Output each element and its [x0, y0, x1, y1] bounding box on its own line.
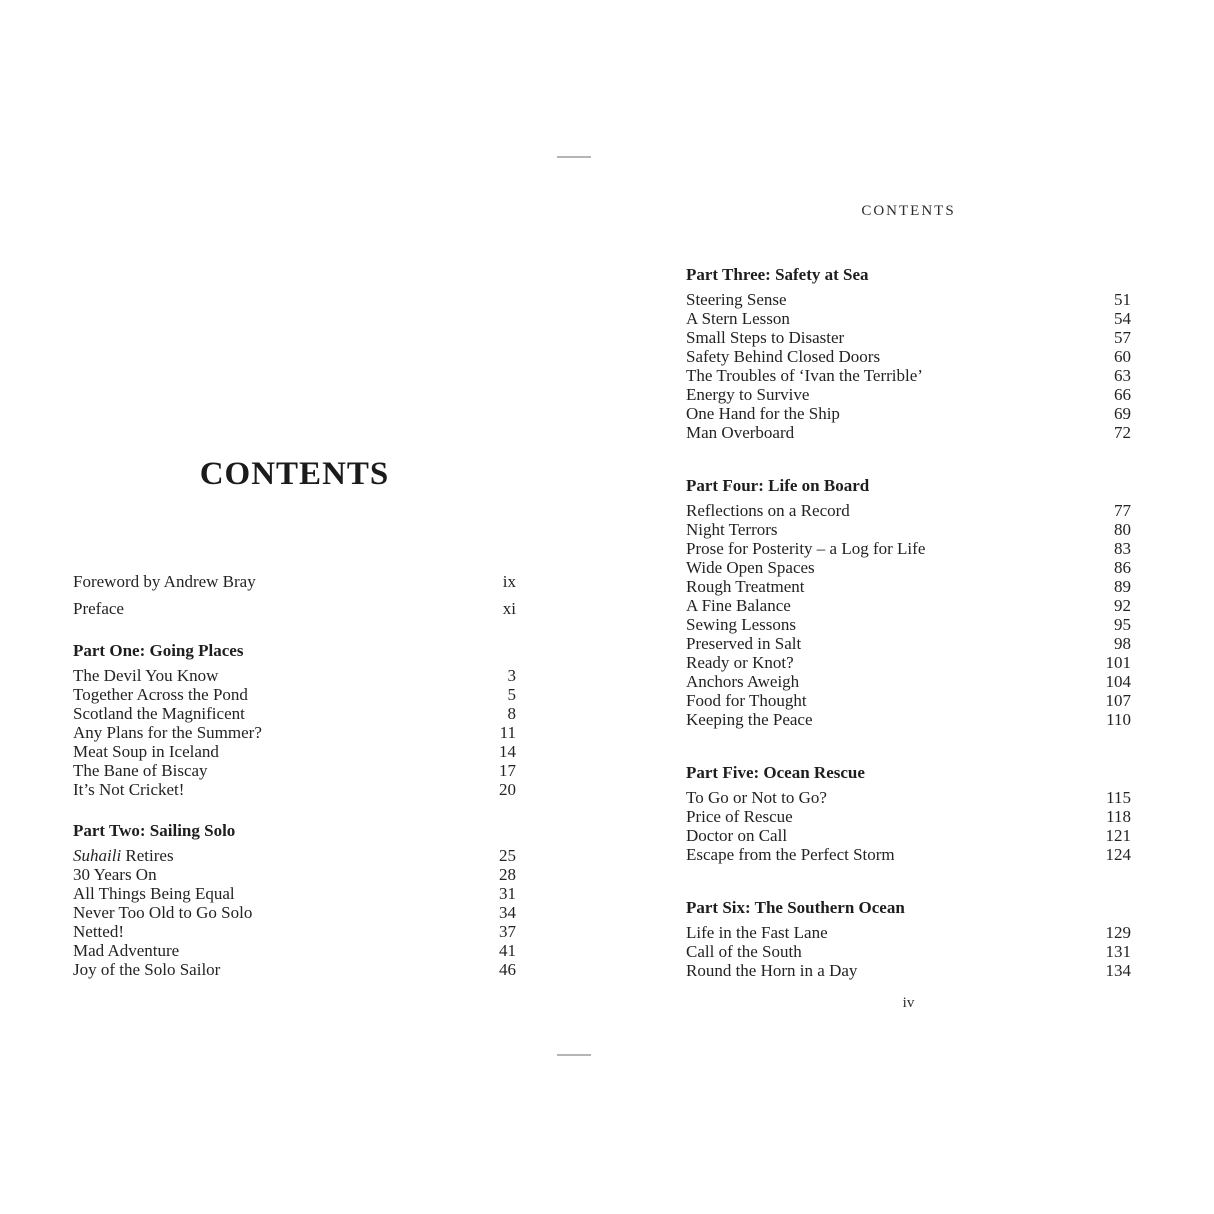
toc-entry-label: Mad Adventure	[73, 941, 180, 960]
toc-section-part-two	[73, 820, 516, 979]
toc-entry-label: Preserved in Salt	[686, 634, 802, 653]
toc-entry-label: Netted!	[73, 922, 124, 941]
toc-entry	[686, 596, 1131, 615]
toc-entry	[686, 558, 1131, 577]
toc-entry-label: Any Plans for the Summer?	[73, 723, 262, 742]
toc-entry	[686, 788, 1131, 807]
toc-entry-page: 131	[1105, 942, 1131, 961]
toc-entry	[686, 942, 1131, 961]
toc-entry	[686, 634, 1131, 653]
toc-entry-label: A Fine Balance	[686, 596, 791, 615]
toc-entry-label: To Go or Not to Go?	[686, 788, 827, 807]
toc-entry-page: 5	[507, 685, 516, 704]
toc-entry-page: 63	[1114, 366, 1131, 385]
toc-entry	[686, 653, 1131, 672]
toc-entry-page: 57	[1114, 328, 1131, 347]
toc-entry-page: 86	[1114, 558, 1131, 577]
toc-entry	[73, 846, 516, 865]
toc-entry-label: Together Across the Pond	[73, 685, 248, 704]
part-heading: Part Two: Sailing Solo	[73, 821, 236, 840]
toc-section-part-five	[686, 762, 1131, 864]
toc-entry-label: Never Too Old to Go Solo	[73, 903, 253, 922]
toc-entry-page: 41	[499, 941, 516, 960]
toc-entry-label: Round the Horn in a Day	[686, 961, 858, 980]
toc-entry	[686, 501, 1131, 520]
toc-entry-label: Doctor on Call	[686, 826, 788, 845]
toc-section-part-one	[73, 640, 516, 799]
toc-entry	[73, 685, 516, 704]
toc-entry	[73, 884, 516, 903]
toc-entry	[686, 539, 1131, 558]
toc-entry-label: Life in the Fast Lane	[686, 923, 828, 942]
toc-entry-label: Sewing Lessons	[686, 615, 797, 634]
toc-entry-page: 46	[499, 960, 516, 979]
toc-entry-label: Scotland the Magnificent	[73, 704, 245, 723]
toc-entry-page: 8	[507, 704, 516, 723]
toc-entry-page: 124	[1105, 845, 1131, 864]
toc-entry-label: Man Overboard	[686, 423, 795, 442]
toc-entry-label: Rough Treatment	[686, 577, 805, 596]
toc-entry-page: 51	[1114, 290, 1131, 309]
toc-entry-label: Call of the South	[686, 942, 802, 961]
toc-entry-page: 17	[499, 761, 516, 780]
toc-entry-label: The Troubles of ‘Ivan the Terrible’	[686, 366, 923, 385]
toc-entry-page: 3	[507, 666, 516, 685]
toc-entry-label: The Devil You Know	[73, 666, 219, 685]
toc-entry	[686, 691, 1131, 710]
toc-entry-label: All Things Being Equal	[73, 884, 235, 903]
toc-entry	[686, 577, 1131, 596]
toc-entry	[73, 922, 516, 941]
toc-entry-label: Wide Open Spaces	[686, 558, 815, 577]
toc-entry-page: 54	[1114, 309, 1131, 328]
toc-entry-page: 66	[1114, 385, 1131, 404]
toc-entry-page: 134	[1105, 961, 1131, 980]
contents-title: CONTENTS	[199, 456, 390, 492]
toc-entry-label-rest: Retires	[121, 846, 174, 865]
toc-entry-page: 121	[1105, 826, 1131, 845]
toc-entry	[73, 704, 516, 723]
toc-section-part-four	[686, 475, 1131, 729]
toc-entry-page: 72	[1114, 423, 1131, 442]
toc-entry	[686, 423, 1131, 442]
toc-entry-page: 80	[1114, 520, 1131, 539]
toc-entry-page: xi	[502, 599, 516, 618]
toc-entry-label: Steering Sense	[686, 290, 787, 309]
toc-entry-label: Food for Thought	[686, 691, 807, 710]
toc-entry-page: 107	[1105, 691, 1131, 710]
toc-entry	[73, 742, 516, 761]
toc-section-part-six	[686, 897, 1131, 980]
toc-entry	[73, 666, 516, 685]
right-page-toc	[686, 264, 1131, 980]
toc-entry	[686, 328, 1131, 347]
toc-entry-label: 30 Years On	[73, 865, 157, 884]
toc-entry-page: 20	[499, 780, 516, 799]
toc-entry-label: Escape from the Perfect Storm	[686, 845, 895, 864]
toc-entry-label: Small Steps to Disaster	[686, 328, 845, 347]
toc-entry-page: 25	[499, 846, 516, 865]
toc-entry-page: 95	[1114, 615, 1131, 634]
toc-entry	[686, 385, 1131, 404]
toc-entry-label: Ready or Knot?	[686, 653, 794, 672]
toc-entry-page: 110	[1106, 710, 1131, 729]
toc-entry	[73, 941, 516, 960]
toc-entry	[686, 672, 1131, 691]
toc-entry	[73, 761, 516, 780]
toc-entry-page: ix	[502, 572, 516, 591]
toc-entry	[73, 723, 516, 742]
toc-entry-label: Prose for Posterity – a Log for Life	[686, 539, 926, 558]
toc-entry-page: 77	[1114, 501, 1131, 520]
toc-entry-page: 31	[499, 884, 516, 903]
toc-entry	[73, 903, 516, 922]
toc-entry-label: Preface	[73, 599, 124, 618]
toc-entry-page: 69	[1114, 404, 1131, 423]
left-page-toc	[73, 572, 516, 979]
toc-entry	[686, 520, 1131, 539]
toc-entry-page: 89	[1114, 577, 1131, 596]
toc-entry-label: Reflections on a Record	[686, 501, 850, 520]
toc-entry	[73, 960, 516, 979]
toc-entry-page: 60	[1114, 347, 1131, 366]
toc-entry-page: 118	[1106, 807, 1131, 826]
toc-entry-page: 115	[1106, 788, 1131, 807]
toc-entry-label: A Stern Lesson	[686, 309, 790, 328]
fold-mark-bottom	[557, 1054, 591, 1056]
toc-entry	[686, 615, 1131, 634]
toc-entry	[73, 780, 516, 799]
toc-section-part-three	[686, 264, 1131, 442]
toc-entry-page: 101	[1105, 653, 1131, 672]
toc-entry-label: Keeping the Peace	[686, 710, 813, 729]
toc-entry-label: Energy to Survive	[686, 385, 810, 404]
toc-entry	[73, 599, 516, 618]
toc-entry-label: The Bane of Biscay	[73, 761, 208, 780]
folio-page-number: iv	[902, 995, 915, 1011]
toc-entry-page: 104	[1105, 672, 1131, 691]
toc-entry	[686, 923, 1131, 942]
toc-entry	[73, 572, 516, 591]
toc-entry	[686, 404, 1131, 423]
part-heading: Part One: Going Places	[73, 641, 244, 660]
toc-entry-label: Foreword by Andrew Bray	[73, 572, 256, 591]
part-heading: Part Five: Ocean Rescue	[686, 763, 865, 782]
toc-entry-label: Meat Soup in Iceland	[73, 742, 219, 761]
toc-entry-page: 11	[499, 723, 516, 742]
toc-entry-label	[73, 846, 174, 865]
toc-entry	[686, 845, 1131, 864]
toc-entry-page: 92	[1114, 596, 1131, 615]
toc-entry-label: Price of Rescue	[686, 807, 793, 826]
front-matter	[73, 572, 516, 618]
toc-entry	[686, 366, 1131, 385]
toc-entry-label: Night Terrors	[686, 520, 778, 539]
fold-mark-top	[557, 156, 591, 158]
toc-entry-page: 14	[499, 742, 516, 761]
toc-entry	[686, 290, 1131, 309]
toc-entry-label: It’s Not Cricket!	[73, 780, 185, 799]
part-heading: Part Three: Safety at Sea	[686, 265, 869, 284]
toc-entry-page: 83	[1114, 539, 1131, 558]
toc-entry-label-italic: Suhaili	[73, 846, 122, 865]
toc-entry-page: 34	[499, 903, 516, 922]
toc-entry-page: 37	[499, 922, 516, 941]
toc-entry-page: 129	[1105, 923, 1131, 942]
toc-entry-label: Joy of the Solo Sailor	[73, 960, 221, 979]
toc-entry-label: One Hand for the Ship	[686, 404, 840, 423]
toc-entry-label: Anchors Aweigh	[686, 672, 800, 691]
running-header: CONTENTS	[861, 203, 956, 219]
part-heading: Part Four: Life on Board	[686, 476, 870, 495]
toc-entry	[73, 865, 516, 884]
toc-entry	[686, 826, 1131, 845]
toc-entry	[686, 961, 1131, 980]
toc-entry	[686, 309, 1131, 328]
toc-entry-label: Safety Behind Closed Doors	[686, 347, 881, 366]
part-heading: Part Six: The Southern Ocean	[686, 898, 905, 917]
toc-entry-page: 98	[1114, 634, 1131, 653]
toc-entry	[686, 347, 1131, 366]
toc-entry	[686, 807, 1131, 826]
toc-entry	[686, 710, 1131, 729]
toc-entry-page: 28	[499, 865, 516, 884]
